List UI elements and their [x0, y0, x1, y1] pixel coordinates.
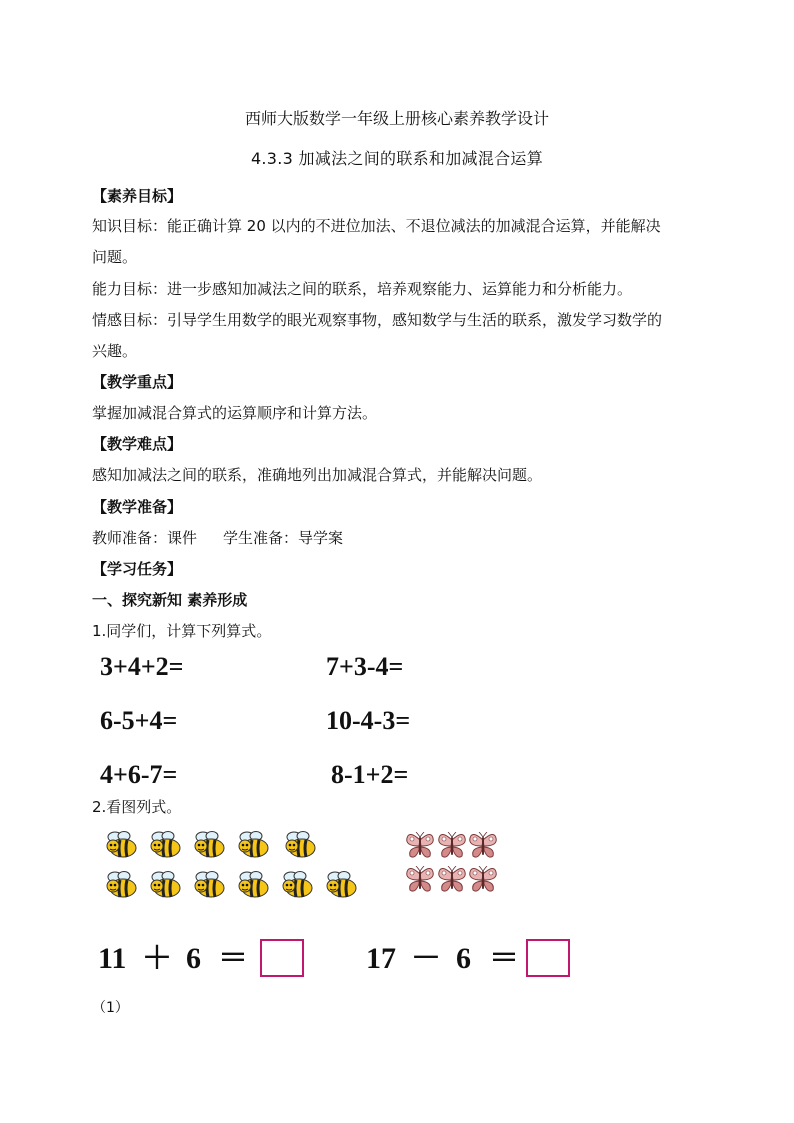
formula1-a: 11: [98, 942, 127, 975]
bee-icon: [104, 871, 138, 899]
formula2-operator: －: [411, 942, 441, 975]
equation: 10-4-3=: [326, 706, 411, 735]
butterfly-icon: [437, 866, 467, 894]
butterfly-icon: [437, 832, 467, 860]
bee-icon: [192, 871, 226, 899]
bee-icon: [236, 831, 270, 859]
bee-icon: [148, 831, 182, 859]
equation: 3+4+2=: [100, 652, 184, 681]
goals-heading: 【素养目标】: [92, 187, 183, 205]
answer-box-1[interactable]: [260, 939, 304, 977]
butterfly-icon: [468, 832, 498, 860]
butterfly-icon: [405, 832, 435, 860]
bee-icon: [280, 871, 314, 899]
formula2-b: 6: [456, 942, 471, 975]
equation: 7+3-4=: [326, 652, 404, 681]
formula1-operator: ＋: [142, 942, 172, 975]
prep-student: 学生准备：导学案: [223, 529, 344, 547]
key-heading: 【教学重点】: [92, 373, 183, 391]
formula1-b: 6: [186, 942, 201, 975]
goal-knowledge-line1: 知识目标：能正确计算 20 以内的不进位加法、不退位减法的加减混合运算，并能解决: [92, 217, 661, 235]
goal-emotion-line2: 兴趣。: [92, 342, 138, 360]
difficulty-heading: 【教学难点】: [92, 435, 183, 453]
answer-box-2[interactable]: [526, 939, 570, 977]
key-text: 掌握加减混合算式的运算顺序和计算方法。: [92, 404, 378, 422]
goal-knowledge-line2: 问题。: [92, 248, 138, 266]
prep-line: [92, 528, 704, 548]
equation: 8-1+2=: [331, 760, 409, 789]
formula2-equals: ＝: [489, 942, 519, 975]
difficulty-text: 感知加减法之间的联系，准确地列出加减混合算式，并能解决问题。: [92, 466, 543, 484]
doc-subtitle: 4.3.3 加减法之间的联系和加减混合运算: [250, 149, 544, 168]
goal-emotion-line1: 情感目标：引导学生用数学的眼光观察事物，感知数学与生活的联系，激发学习数学的: [92, 311, 663, 329]
butterfly-icon: [405, 866, 435, 894]
equation: 6-5+4=: [100, 706, 178, 735]
equation: 4+6-7=: [100, 760, 178, 789]
question-1: 1.同学们，计算下列算式。: [92, 622, 272, 640]
prep-heading: 【教学准备】: [92, 498, 183, 516]
bee-icon: [283, 831, 317, 859]
sub-item-label: （1）: [92, 1000, 129, 1016]
butterfly-icon: [468, 866, 498, 894]
bee-icon: [104, 831, 138, 859]
formula2-a: 17: [366, 942, 396, 975]
prep-teacher: 教师准备：课件: [92, 529, 198, 547]
question-2: 2.看图列式。: [92, 798, 182, 816]
tasks-heading: 【学习任务】: [92, 560, 183, 578]
formula1-equals: ＝: [218, 942, 248, 975]
bee-icon: [148, 871, 182, 899]
bee-icon: [236, 871, 270, 899]
part1-heading: 一、探究新知 素养形成: [92, 591, 248, 609]
bee-icon: [192, 831, 226, 859]
bee-icon: [324, 871, 358, 899]
doc-title: 西师大版数学一年级上册核心素养教学设计: [244, 109, 549, 128]
goal-ability: 能力目标：进一步感知加减法之间的联系，培养观察能力、运算能力和分析能力。: [92, 280, 633, 298]
